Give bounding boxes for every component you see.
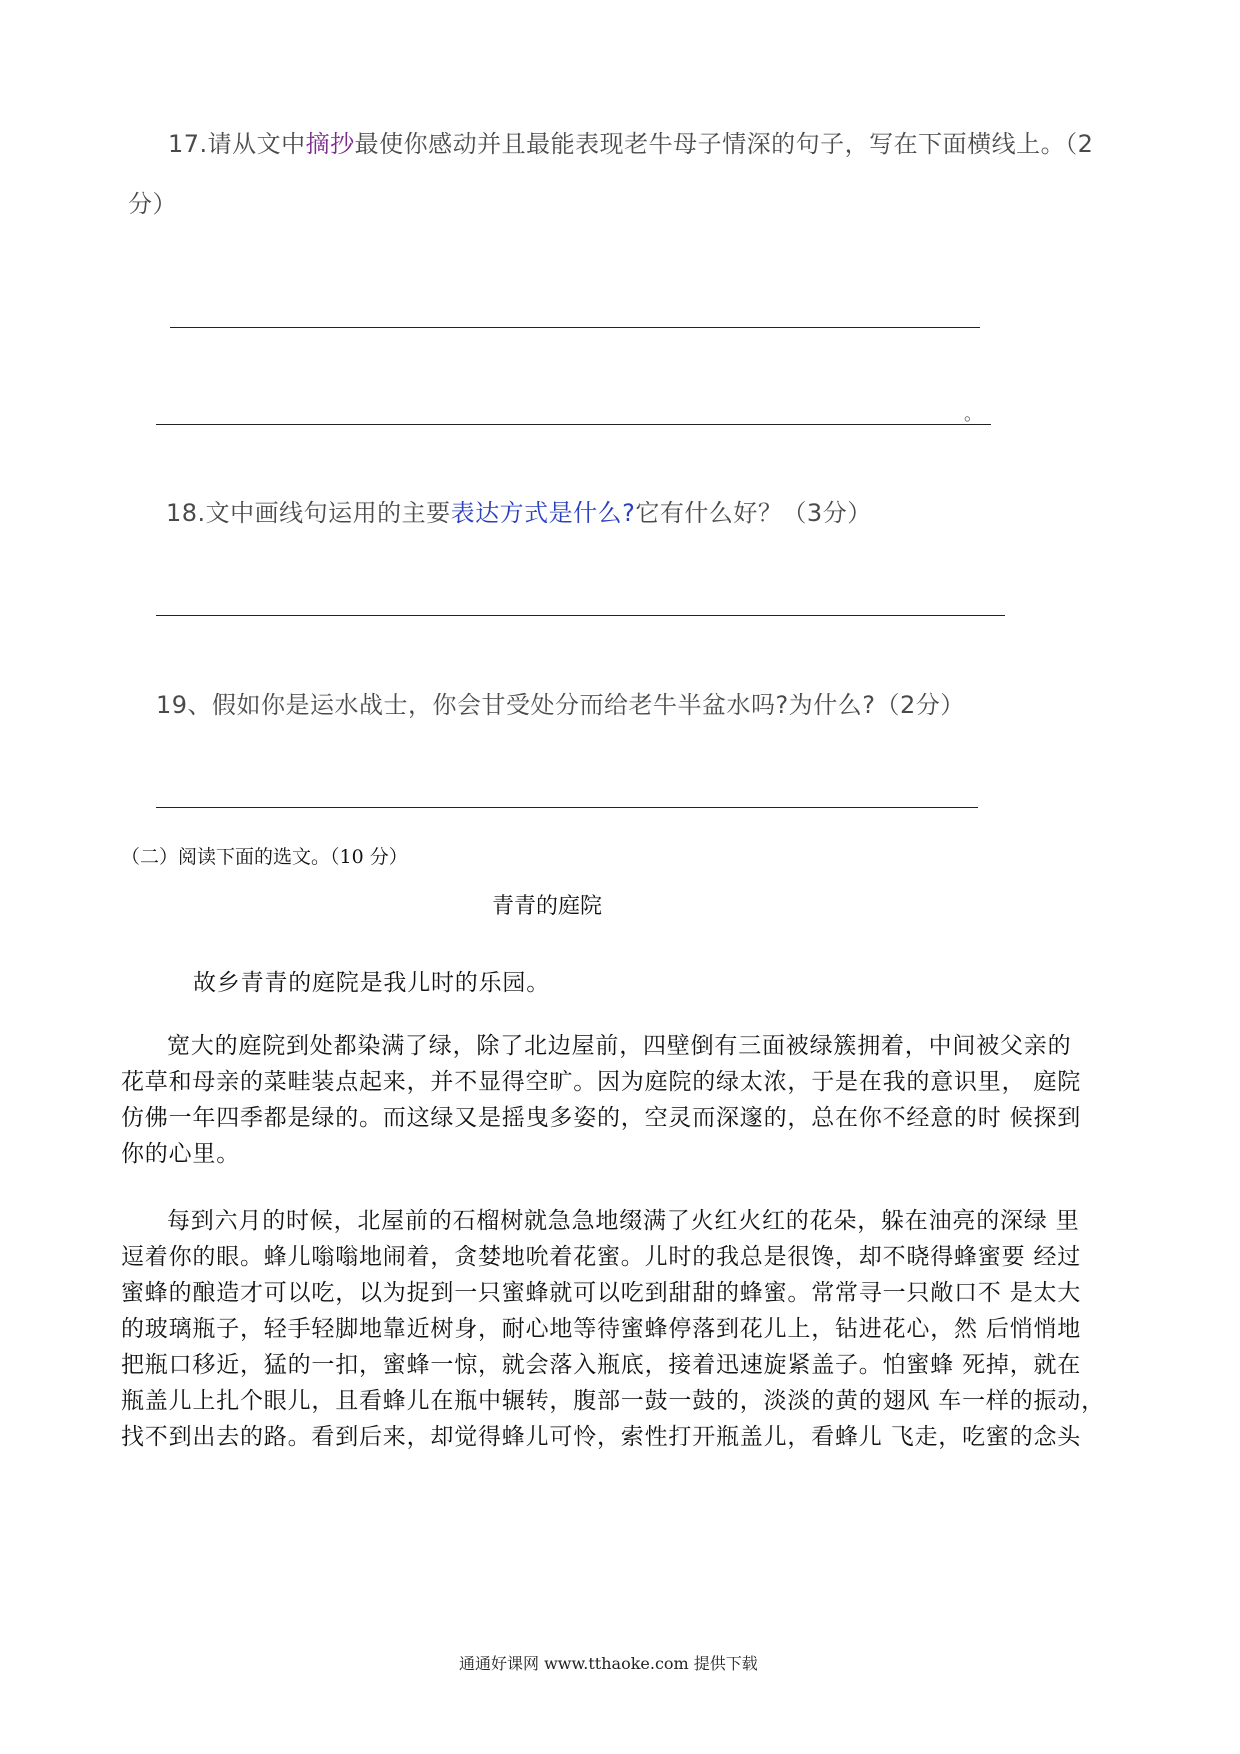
question-19: 19、假如你是运水战士，你会甘受处分而给老牛半盆水吗?为什么?（2分） [156, 691, 965, 719]
paragraph-3-line: 的玻璃瓶子，轻手轻脚地靠近树身，耐心地等待蜜蜂停落到花儿上，钻进花心，然 后悄悄地 [121, 1316, 1082, 1342]
paragraph-3-line: 瓶盖儿上扎个眼儿，且看蜂儿在瓶中辗转，腹部一鼓一鼓的，淡淡的黄的翅风 车一样的振动， [121, 1388, 1105, 1414]
section-heading: （二）阅读下面的选文。（10 分） [121, 846, 408, 868]
paragraph-2-line: 花草和母亲的菜畦装点起来，并不显得空旷。因为庭院的绿太浓，于是在我的意识里， 庭院 [121, 1069, 1082, 1095]
paragraph-1: 故乡青青的庭院是我儿时的乐园。 [193, 970, 550, 996]
paragraph-3-line: 蜜蜂的酿造才可以吃，以为捉到一只蜜蜂就可以吃到甜甜的蜂蜜。常常寻一只敞口不 是太大 [121, 1280, 1082, 1306]
paragraph-3-line: 找不到出去的路。看到后来，却觉得蜂儿可怜，索性打开瓶盖儿，看蜂儿 飞走，吃蜜的念头 [121, 1424, 1082, 1450]
question-18-prefix: 18.文中画线句运用的主要 [166, 499, 451, 527]
question-17-highlight: 摘抄 [305, 130, 355, 158]
question-18-highlight: 表达方式是什么? [450, 499, 636, 527]
paragraph-2 [121, 1028, 1131, 1172]
page-footer: 通通好课网 www.tthaoke.com 提供下载 [459, 1654, 758, 1673]
paragraph-2-line: 宽大的庭院到处都染满了绿，除了北边屋前，四壁倒有三面被绿簇拥着，中间被父亲的 [167, 1033, 1072, 1059]
answer-end-mark: 。 [964, 404, 983, 425]
paragraph-2-line: 仿佛一年四季都是绿的。而这绿又是摇曳多姿的，空灵而深邃的，总在你不经意的时 候探到 [121, 1105, 1082, 1131]
paragraph-3-line: 逗着你的眼。蜂儿嗡嗡地闹着，贪婪地吮着花蜜。儿时的我总是很馋，却不晓得蜂蜜要 经过 [121, 1244, 1082, 1270]
answer-line-18[interactable] [156, 615, 1005, 616]
question-18-rest: 它有什么好？（3分） [635, 499, 872, 527]
question-17-prefix: 17.请从文中 [168, 130, 306, 158]
question-17 [168, 124, 1093, 159]
question-18 [166, 493, 872, 528]
passage-title: 青青的庭院 [492, 894, 603, 919]
question-17-rest: 最使你感动并且最能表现老牛母子情深的句子，写在下面横线上。（2 [354, 130, 1094, 158]
question-17-continuation: 分） [128, 190, 177, 218]
answer-line-17a[interactable] [170, 327, 980, 328]
answer-line-17b[interactable] [156, 424, 991, 425]
paragraph-3 [121, 1203, 1131, 1455]
paragraph-3-line: 把瓶口移近，猛的一扣，蜜蜂一惊，就会落入瓶底，接着迅速旋紧盖子。怕蜜蜂 死掉，就在 [121, 1352, 1082, 1378]
paragraph-2-line: 你的心里。 [121, 1141, 240, 1167]
answer-line-19[interactable] [156, 807, 978, 808]
paragraph-3-line: 每到六月的时候，北屋前的石榴树就急急地缀满了火红火红的花朵，躲在油亮的深绿 里 [167, 1208, 1080, 1234]
